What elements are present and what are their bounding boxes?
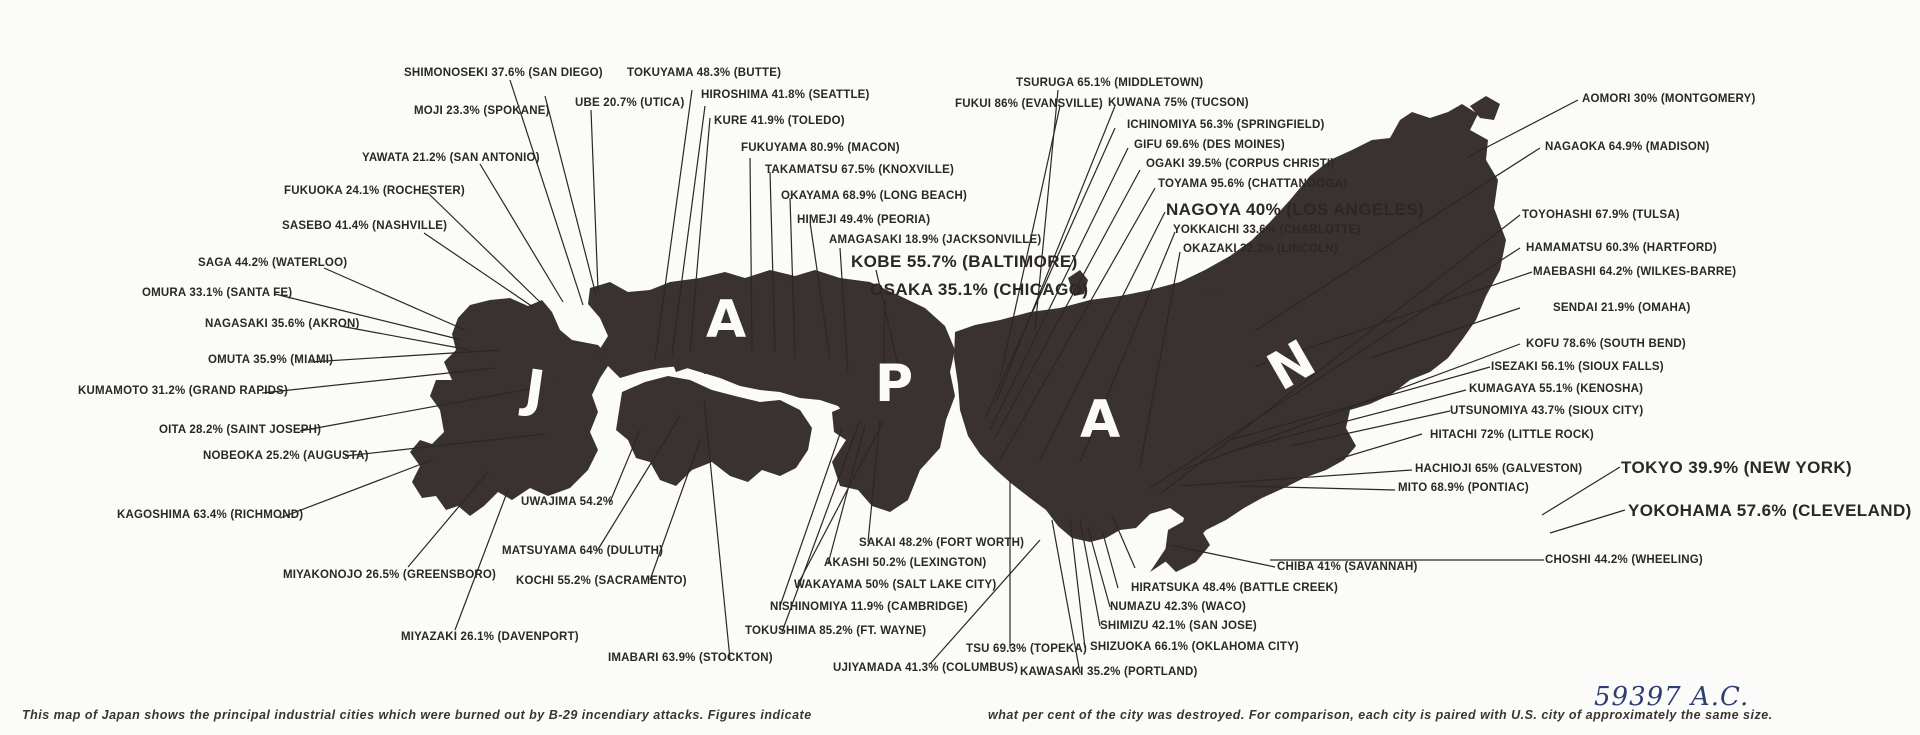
city-label-aomori: AOMORI 30% (MONTGOMERY)	[1582, 93, 1756, 105]
city-label-miyazaki: MIYAZAKI 26.1% (DAVENPORT)	[401, 631, 579, 643]
kyushu-island	[410, 298, 612, 516]
city-label-tokushima: TOKUSHIMA 85.2% (FT. WAYNE)	[745, 625, 927, 637]
city-label-sasebo: SASEBO 41.4% (NASHVILLE)	[282, 220, 448, 232]
caption-right: what per cent of the city was destroyed. For comparison, each city is paired with U.S. city of approximately the same size.	[988, 708, 1773, 722]
city-label-hiroshima: HIROSHIMA 41.8% (SEATTLE)	[701, 89, 870, 101]
city-label-oita: OITA 28.2% (SAINT JOSEPH)	[159, 424, 322, 436]
city-label-saga: SAGA 44.2% (WATERLOO)	[198, 257, 348, 269]
city-label-toyama: TOYAMA 95.6% (CHATTANOOGA)	[1158, 178, 1348, 190]
city-label-kofu: KOFU 78.6% (SOUTH BEND)	[1526, 338, 1686, 350]
map-letter-a2: A	[1080, 390, 1121, 450]
city-label-kure: KURE 41.9% (TOLEDO)	[714, 115, 845, 127]
city-label-tokyo: TOKYO 39.9% (NEW YORK)	[1621, 458, 1853, 477]
city-label-shimizu: SHIMIZU 42.1% (SAN JOSE)	[1100, 620, 1257, 632]
city-label-imabari: IMABARI 63.9% (STOCKTON)	[608, 652, 773, 664]
city-label-okazaki: OKAZAKI 32.2% (LINCOLN)	[1183, 243, 1338, 255]
city-label-tsu: TSU 69.3% (TOPEKA)	[966, 643, 1087, 655]
city-label-nishinomiya: NISHINOMIYA 11.9% (CAMBRIDGE)	[770, 601, 968, 613]
city-label-chiba: CHIBA 41% (SAVANNAH)	[1277, 561, 1418, 573]
city-label-amagasaki: AMAGASAKI 18.9% (JACKSONVILLE)	[829, 234, 1042, 246]
city-label-shizuoka: SHIZUOKA 66.1% (OKLAHOMA CITY)	[1090, 641, 1299, 653]
central-honshu	[954, 104, 1506, 572]
city-label-omuta: OMUTA 35.9% (MIAMI)	[208, 354, 334, 366]
city-label-fukuoka: FUKUOKA 24.1% (ROCHESTER)	[284, 185, 465, 197]
city-label-uwajima: UWAJIMA 54.2%	[521, 496, 614, 508]
city-label-wakayama: WAKAYAMA 50% (SALT LAKE CITY)	[794, 579, 997, 591]
city-label-hitachi: HITACHI 72% (LITTLE ROCK)	[1430, 429, 1594, 441]
city-label-tsuruga: TSURUGA 65.1% (MIDDLETOWN)	[1016, 77, 1204, 89]
city-label-yokohama: YOKOHAMA 57.6% (CLEVELAND)	[1628, 501, 1912, 520]
city-label-nagoya: NAGOYA 40% (LOS ANGELES)	[1166, 200, 1425, 219]
city-label-matsuyama: MATSUYAMA 64% (DULUTH)	[502, 545, 664, 557]
city-label-sakai: SAKAI 48.2% (FORT WORTH)	[859, 537, 1025, 549]
city-label-choshi: CHOSHI 44.2% (WHEELING)	[1545, 554, 1703, 566]
city-label-hachioji: HACHIOJI 65% (GALVESTON)	[1415, 463, 1583, 475]
city-label-akashi: AKASHI 50.2% (LEXINGTON)	[824, 557, 987, 569]
city-label-ogaki: OGAKI 39.5% (CORPUS CHRISTI)	[1146, 158, 1335, 170]
map-letter-n: N	[1257, 329, 1326, 403]
city-label-numazu: NUMAZU 42.3% (WACO)	[1110, 601, 1247, 613]
city-label-omura: OMURA 33.1% (SANTA FE)	[142, 287, 293, 299]
map-letter-a1: A	[706, 290, 747, 350]
city-label-kobe: KOBE 55.7% (BALTIMORE)	[851, 252, 1078, 271]
city-label-takamatsu: TAKAMATSU 67.5% (KNOXVILLE)	[765, 164, 954, 176]
city-label-nagasaki: NAGASAKI 35.6% (AKRON)	[205, 318, 360, 330]
city-label-kochi: KOCHI 55.2% (SACRAMENTO)	[516, 575, 687, 587]
city-label-kagoshima: KAGOSHIMA 63.4% (RICHMOND)	[117, 509, 304, 521]
city-label-nagaoka: NAGAOKA 64.9% (MADISON)	[1545, 141, 1710, 153]
city-label-kawasaki: KAWASAKI 35.2% (PORTLAND)	[1020, 666, 1198, 678]
city-label-fukuyama: FUKUYAMA 80.9% (MACON)	[741, 142, 900, 154]
city-label-hiratsuka: HIRATSUKA 48.4% (BATTLE CREEK)	[1131, 582, 1339, 594]
city-label-gifu: GIFU 69.6% (DES MOINES)	[1134, 139, 1285, 151]
city-label-okayama: OKAYAMA 68.9% (LONG BEACH)	[781, 190, 968, 202]
city-label-tokuyama: TOKUYAMA 48.3% (BUTTE)	[627, 67, 782, 79]
city-label-sendai: SENDAI 21.9% (OMAHA)	[1553, 302, 1691, 314]
archive-number: 59397 A.C.	[1594, 682, 1750, 712]
city-label-himeji: HIMEJI 49.4% (PEORIA)	[797, 214, 931, 226]
caption-left: This map of Japan shows the principal industrial cities which were burned out by B-29 incendiary attacks. Figures indicate	[22, 708, 812, 722]
city-label-toyohashi: TOYOHASHI 67.9% (TULSA)	[1522, 209, 1680, 221]
city-label-nobeoka: NOBEOKA 25.2% (AUGUSTA)	[203, 450, 369, 462]
city-label-moji: MOJI 23.3% (SPOKANE)	[414, 105, 550, 117]
city-label-shimonoseki: SHIMONOSEKI 37.6% (SAN DIEGO)	[404, 67, 603, 79]
city-label-miyakonojo: MIYAKONOJO 26.5% (GREENSBORO)	[283, 569, 497, 581]
city-label-yokkaichi: YOKKAICHI 33.6% (CHARLOTTE)	[1173, 224, 1361, 236]
city-label-maebashi: MAEBASHI 64.2% (WILKES-BARRE)	[1533, 266, 1737, 278]
city-label-mito: MITO 68.9% (PONTIAC)	[1398, 482, 1529, 494]
city-label-hamamatsu: HAMAMATSU 60.3% (HARTFORD)	[1526, 242, 1717, 254]
map-letter-p: P	[875, 354, 914, 414]
city-label-kuwana: KUWANA 75% (TUCSON)	[1108, 97, 1249, 109]
city-label-yawata: YAWATA 21.2% (SAN ANTONIO)	[362, 152, 540, 164]
city-label-isezaki: ISEZAKI 56.1% (SIOUX FALLS)	[1491, 361, 1664, 373]
city-label-ichinomiya: ICHINOMIYA 56.3% (SPRINGFIELD)	[1127, 119, 1325, 131]
city-label-utsunomiya: UTSUNOMIYA 43.7% (SIOUX CITY)	[1450, 405, 1644, 417]
city-label-ujiyamada: UJIYAMADA 41.3% (COLUMBUS)	[833, 662, 1019, 674]
map-letter-j: J	[520, 358, 549, 422]
city-label-osaka: OSAKA 35.1% (CHICAGO)	[870, 280, 1089, 299]
city-label-kumagaya: KUMAGAYA 55.1% (KENOSHA)	[1469, 383, 1644, 395]
city-label-ube: UBE 20.7% (UTICA)	[575, 97, 685, 109]
city-label-fukui: FUKUI 86% (EVANSVILLE)	[955, 98, 1103, 110]
city-label-kumamoto: KUMAMOTO 31.2% (GRAND RAPIDS)	[78, 385, 289, 397]
